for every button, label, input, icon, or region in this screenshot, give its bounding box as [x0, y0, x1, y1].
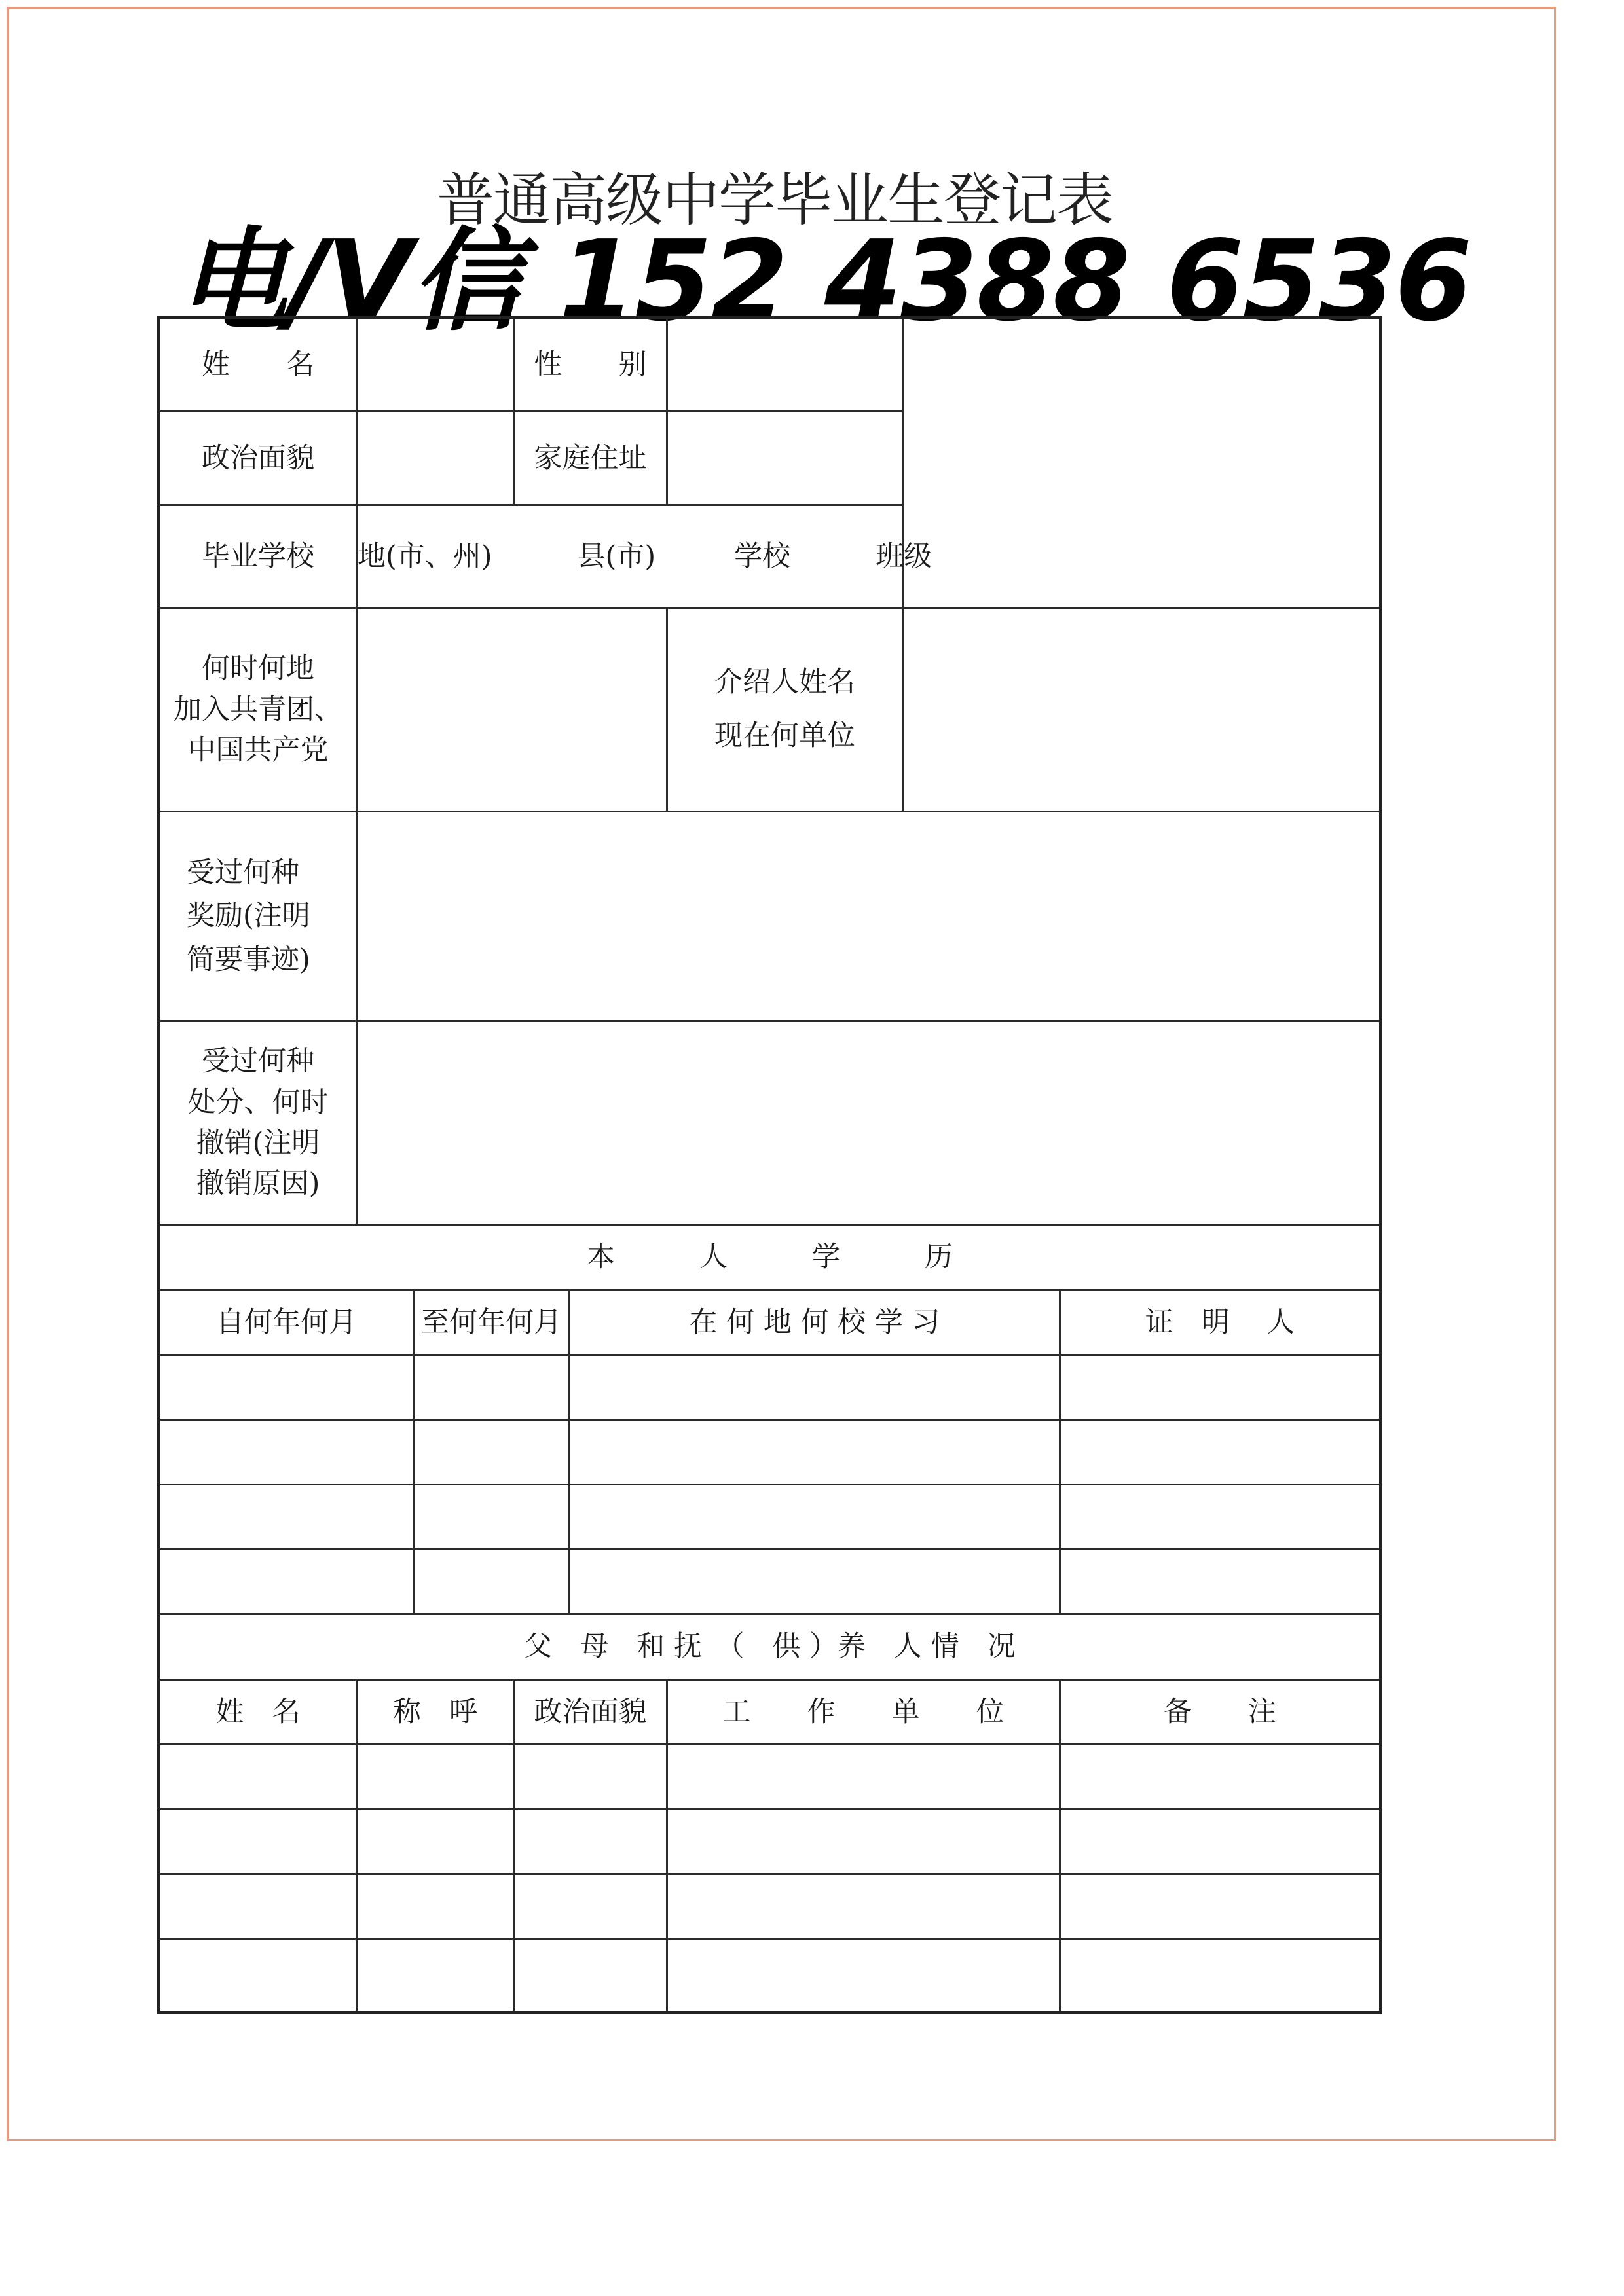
gender-label: 性 别: [514, 318, 667, 412]
parents-row: [159, 1810, 1381, 1874]
parents-name-cell[interactable]: [159, 1745, 357, 1810]
parents-name-cell[interactable]: [159, 1939, 357, 2013]
education-school-cell[interactable]: [570, 1355, 1060, 1420]
parents-row: [159, 1745, 1381, 1810]
education-to-cell[interactable]: [414, 1420, 570, 1485]
parents-section-title: 父 母 和 抚 （ 供 ）养 人 情 况: [159, 1614, 1381, 1680]
join-label: 何时何地 加入共青团、 中国共产党: [159, 608, 357, 812]
join-field[interactable]: [357, 608, 667, 812]
parents-workplace-cell[interactable]: [667, 1874, 1060, 1939]
awards-label: 受过何种 奖励(注明 简要事迹): [159, 812, 357, 1021]
education-to-cell[interactable]: [414, 1485, 570, 1550]
parents-remarks-cell[interactable]: [1060, 1874, 1381, 1939]
parents-header-workplace: 工 作 单 位: [667, 1680, 1060, 1745]
parents-header-political: 政治面貌: [514, 1680, 667, 1745]
home-address-label: 家庭住址: [514, 412, 667, 505]
home-address-field[interactable]: [667, 412, 903, 505]
parents-workplace-cell[interactable]: [667, 1810, 1060, 1874]
row-awards: [159, 812, 1381, 1021]
education-section-row: [159, 1225, 1381, 1290]
education-school-cell[interactable]: [570, 1485, 1060, 1550]
row-name-gender: [159, 318, 1381, 412]
parents-remarks-cell[interactable]: [1060, 1745, 1381, 1810]
parents-workplace-cell[interactable]: [667, 1745, 1060, 1810]
parents-political-cell[interactable]: [514, 1810, 667, 1874]
introducer-field[interactable]: [903, 608, 1381, 812]
education-witness-cell[interactable]: [1060, 1420, 1381, 1485]
parents-name-cell[interactable]: [159, 1810, 357, 1874]
name-field[interactable]: [357, 318, 514, 412]
punishments-label: 受过何种 处分、何时 撤销(注明 撤销原因): [159, 1021, 357, 1225]
education-witness-cell[interactable]: [1060, 1355, 1381, 1420]
education-header-from: 自何年何月: [159, 1290, 414, 1355]
education-school-cell[interactable]: [570, 1550, 1060, 1614]
parents-name-cell[interactable]: [159, 1874, 357, 1939]
parents-row: [159, 1874, 1381, 1939]
education-from-cell[interactable]: [159, 1420, 414, 1485]
graduation-school-field[interactable]: [357, 505, 932, 608]
prefecture-label: 地(市、州): [358, 539, 492, 573]
parents-relation-cell[interactable]: [357, 1810, 514, 1874]
registration-form-table: [157, 316, 1382, 2014]
row-punishments: [159, 1021, 1381, 1225]
education-header-witness: 证 明 人: [1060, 1290, 1381, 1355]
political-status-label: 政治面貌: [159, 412, 357, 505]
name-label: 姓 名: [159, 318, 357, 412]
political-status-field[interactable]: [357, 412, 514, 505]
form-title: 普通高级中学毕业生登记表: [436, 166, 1113, 234]
parents-political-cell[interactable]: [514, 1874, 667, 1939]
watermark-contact: 电/V信 152 4388 6536: [177, 217, 1471, 346]
parents-remarks-cell[interactable]: [1060, 1939, 1381, 2013]
parents-relation-cell[interactable]: [357, 1745, 514, 1810]
education-from-cell[interactable]: [159, 1550, 414, 1614]
school-suffix-label: 学校: [734, 539, 791, 573]
parents-section-row: [159, 1614, 1381, 1680]
parents-relation-cell[interactable]: [357, 1874, 514, 1939]
parents-remarks-cell[interactable]: [1060, 1810, 1381, 1874]
parents-relation-cell[interactable]: [357, 1939, 514, 2013]
graduation-school-label: 毕业学校: [159, 505, 357, 608]
education-to-cell[interactable]: [414, 1550, 570, 1614]
education-from-cell[interactable]: [159, 1485, 414, 1550]
parents-political-cell[interactable]: [514, 1745, 667, 1810]
photo-box[interactable]: [903, 318, 1381, 608]
parents-row: [159, 1939, 1381, 2013]
education-header-school: 在 何 地 何 校 学 习: [570, 1290, 1060, 1355]
education-section-title: 本 人 学 历: [159, 1225, 1381, 1290]
education-from-cell[interactable]: [159, 1355, 414, 1420]
parents-political-cell[interactable]: [514, 1939, 667, 2013]
education-header-row: [159, 1290, 1381, 1355]
gender-field[interactable]: [667, 318, 903, 412]
punishments-field[interactable]: [357, 1021, 1381, 1225]
education-header-to: 至何年何月: [414, 1290, 570, 1355]
parents-workplace-cell[interactable]: [667, 1939, 1060, 2013]
parents-header-remarks: 备 注: [1060, 1680, 1381, 1745]
class-label: 班级: [876, 539, 932, 573]
education-row: [159, 1420, 1381, 1485]
education-witness-cell[interactable]: [1060, 1550, 1381, 1614]
awards-field[interactable]: [357, 812, 1381, 1021]
county-label: 县(市): [577, 539, 656, 573]
introducer-label: 介绍人姓名 现在何单位: [667, 608, 903, 812]
education-row: [159, 1485, 1381, 1550]
education-school-cell[interactable]: [570, 1420, 1060, 1485]
education-row: [159, 1550, 1381, 1614]
parents-header-relation: 称 呼: [357, 1680, 514, 1745]
education-to-cell[interactable]: [414, 1355, 570, 1420]
parents-header-name: 姓 名: [159, 1680, 357, 1745]
parents-header-row: [159, 1680, 1381, 1745]
education-row: [159, 1355, 1381, 1420]
row-join-introducer: [159, 608, 1381, 812]
education-witness-cell[interactable]: [1060, 1485, 1381, 1550]
